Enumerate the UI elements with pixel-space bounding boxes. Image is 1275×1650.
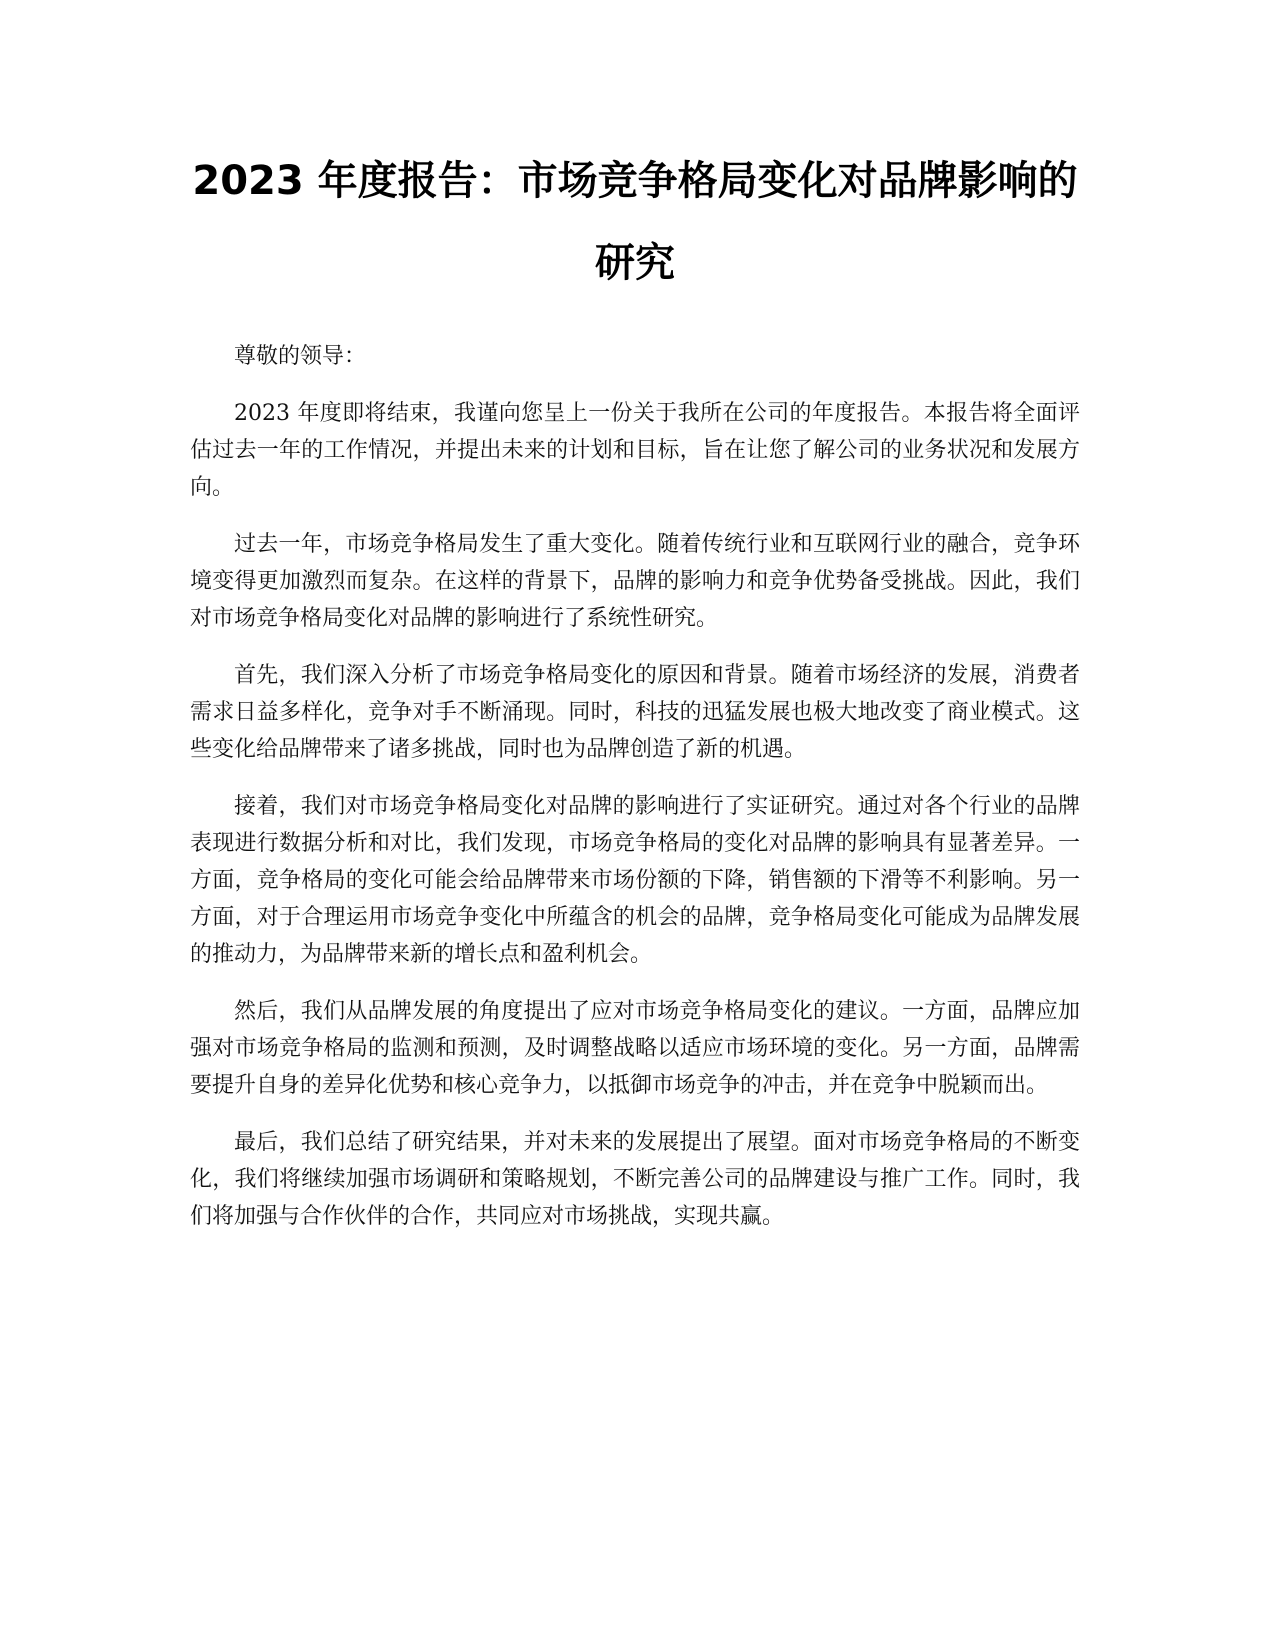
paragraph-4: 接着，我们对市场竞争格局变化对品牌的影响进行了实证研究。通过对各个行业的品牌表现进行数据分析和对比，我们发现，市场竞争格局的变化对品牌的影响具有显著差异。一方面，竞争格局的变化可能会给品牌带来市场份额的下降，销售额的下滑等不利影响。另一方面，对于合理运用市场竞争变化中所蕴含的机会的品牌，竞争格局变化可能成为品牌发展的推动力，为品牌带来新的增长点和盈利机会。 bbox=[190, 794, 1080, 967]
paragraph-2: 过去一年，市场竞争格局发生了重大变化。随着传统行业和互联网行业的融合，竞争环境变得更加激烈而复杂。在这样的背景下，品牌的影响力和竞争优势备受挑战。因此，我们对市场竞争格局变化对品牌的影响进行了系统性研究。 bbox=[190, 532, 1080, 631]
paragraph-6: 最后，我们总结了研究结果，并对未来的发展提出了展望。面对市场竞争格局的不断变化，我们将继续加强市场调研和策略规划，不断完善公司的品牌建设与推广工作。同时，我们将加强与合作伙伴的合作，共同应对市场挑战，实现共赢。 bbox=[190, 1130, 1080, 1229]
paragraph-1: 2023 年度即将结束，我谨向您呈上一份关于我所在公司的年度报告。本报告将全面评估过去一年的工作情况，并提出未来的计划和目标，旨在让您了解公司的业务状况和发展方向。 bbox=[190, 401, 1080, 500]
paragraph-5: 然后，我们从品牌发展的角度提出了应对市场竞争格局变化的建议。一方面，品牌应加强对市场竞争格局的监测和预测，及时调整战略以适应市场环境的变化。另一方面，品牌需要提升自身的差异化优势和核心竞争力，以抵御市场竞争的冲击，并在竞争中脱颖而出。 bbox=[190, 999, 1080, 1098]
document-body bbox=[190, 140, 1080, 1255]
paragraph-3: 首先，我们深入分析了市场竞争格局变化的原因和背景。随着市场经济的发展，消费者需求日益多样化，竞争对手不断涌现。同时，科技的迅猛发展也极大地改变了商业模式。这些变化给品牌带来了诸多挑战，同时也为品牌创造了新的机遇。 bbox=[190, 663, 1080, 762]
salutation: 尊敬的领导： bbox=[234, 344, 367, 369]
document-title: 2023 年度报告：市场竞争格局变化对品牌影响的研究 bbox=[192, 158, 1078, 286]
